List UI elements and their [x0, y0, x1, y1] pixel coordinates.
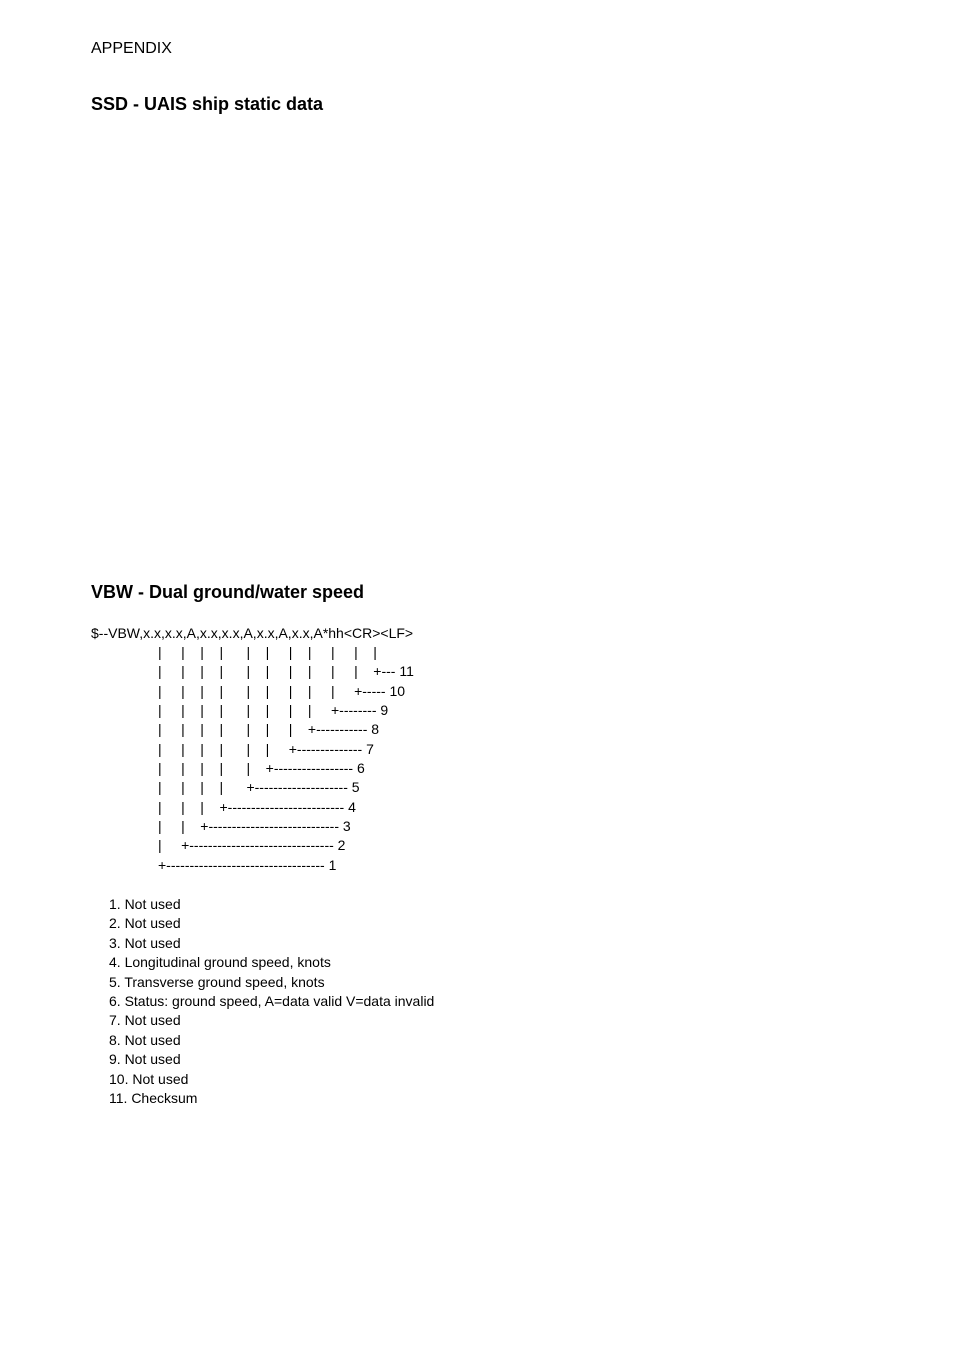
vbw-field-list [109, 895, 434, 1108]
list-item: 1. Not used [109, 896, 181, 912]
vbw-section-title: VBW - Dual ground/water speed [91, 582, 365, 602]
ssd-section-title: SSD - UAIS ship static data [91, 94, 324, 114]
list-item: 9. Not used [109, 1051, 181, 1068]
diagram-line: | | | | | | | | | | +--- 11 [158, 663, 414, 679]
list-item: 8. Not used [109, 1031, 181, 1048]
list-item: 3. Not used [109, 934, 181, 951]
list-item: 4. Longitudinal ground speed, knots [109, 954, 331, 971]
page-header: APPENDIX [91, 40, 172, 57]
list-item: 11. Checksum [109, 1090, 198, 1107]
diagram-line: | +------------------------------- 2 [158, 837, 346, 853]
diagram-line: | | | | | | +-------------- 7 [158, 741, 374, 757]
diagram-line: | | | | | | | | | | | [158, 644, 377, 660]
list-item: 10. Not used [109, 1070, 189, 1087]
diagram-line: | | | +------------------------- 4 [158, 799, 356, 815]
vbw-sentence-format: $--VBW,x.x,x.x,A,x.x,x.x,A,x.x,A,x.x,A*hh<CR><LF> [91, 625, 414, 641]
diagram-line: +---------------------------------- 1 [158, 857, 337, 873]
diagram-line: | | +---------------------------- 3 [158, 818, 351, 834]
list-item: 7. Not used [109, 1012, 181, 1029]
diagram-line: | | | | +-------------------- 5 [158, 779, 360, 795]
list-item: 2. Not used [109, 915, 181, 932]
diagram-line: | | | | | | | +----------- 8 [158, 721, 380, 737]
diagram-line: | | | | | +----------------- 6 [158, 760, 365, 776]
list-item: 6. Status: ground speed, A=data valid V=data invalid [109, 993, 435, 1010]
list-item: 5. Transverse ground speed, knots [109, 973, 325, 990]
diagram-line: | | | | | | | | | +----- 10 [158, 683, 406, 699]
diagram-line: | | | | | | | | +-------- 9 [158, 702, 389, 718]
